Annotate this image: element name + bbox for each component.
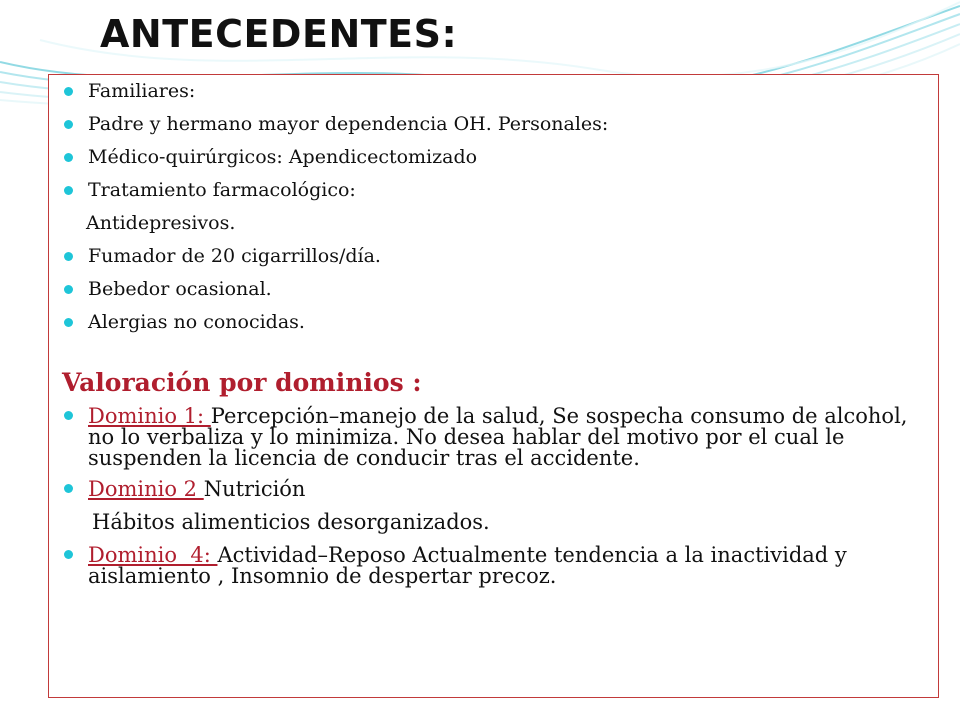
bullet-text: Médico-quirúrgicos: Apendicectomizado bbox=[88, 146, 478, 168]
list-item bbox=[62, 245, 932, 268]
dominio-text: Actividad–Reposo Actualmente tendencia a la inactividad y aislamiento , Insomnio de despertar precoz. bbox=[88, 543, 847, 588]
bullet-icon bbox=[64, 484, 73, 493]
bullet-text: Bebedor ocasional. bbox=[88, 278, 272, 300]
bullet-icon bbox=[64, 411, 73, 420]
bullet-icon bbox=[64, 186, 73, 195]
indented-text: Antidepresivos. bbox=[86, 212, 236, 234]
bullet-icon bbox=[64, 87, 73, 96]
bullet-icon bbox=[64, 153, 73, 162]
dominio-label: Dominio 2 bbox=[88, 477, 204, 501]
bullet-icon bbox=[64, 285, 73, 294]
bullet-text: Padre y hermano mayor dependencia OH. Personales: bbox=[88, 113, 609, 135]
list-item bbox=[62, 311, 932, 334]
bullet-text: Familiares: bbox=[88, 80, 196, 102]
dominio-text: Percepción–manejo de la salud, Se sospecha consumo de alcohol, no lo verbaliza y lo minimiza. No desea hablar del motivo por el cual le suspenden la licencia de conducir tras el accidente. bbox=[88, 404, 908, 470]
dominio-item bbox=[62, 545, 932, 587]
bullet-icon bbox=[64, 252, 73, 261]
dominio-item bbox=[62, 406, 932, 469]
bullet-text: Alergias no conocidas. bbox=[88, 311, 305, 333]
bullet-icon bbox=[64, 550, 73, 559]
list-item bbox=[62, 278, 932, 301]
list-item bbox=[62, 146, 932, 169]
dominio-label: Dominio 1: bbox=[88, 404, 211, 428]
list-item bbox=[62, 80, 932, 103]
bullet-icon bbox=[64, 318, 73, 327]
bullet-icon bbox=[64, 120, 73, 129]
dominio-label: Dominio 4: bbox=[88, 543, 218, 567]
dominio-item bbox=[62, 479, 932, 500]
bullet-text: Tratamiento farmacológico: bbox=[88, 179, 356, 201]
slide-title: ANTECEDENTES: bbox=[100, 12, 458, 56]
bullet-text: Fumador de 20 cigarrillos/día. bbox=[88, 245, 381, 267]
list-item bbox=[62, 113, 932, 136]
section-heading: Valoración por dominios : bbox=[62, 368, 422, 397]
content-body bbox=[62, 80, 932, 597]
list-item bbox=[62, 179, 932, 202]
dominio-text: Nutrición bbox=[203, 477, 306, 501]
indented-text: Hábitos alimenticios desorganizados. bbox=[92, 510, 490, 534]
